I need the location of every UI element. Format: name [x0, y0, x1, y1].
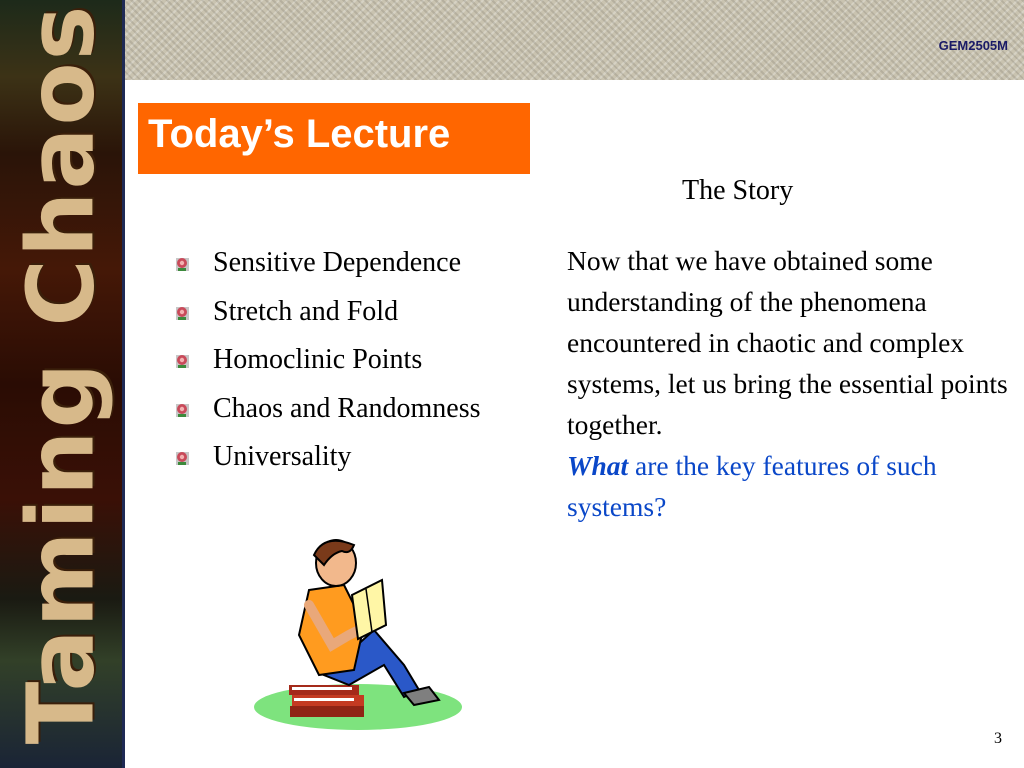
list-item-label: Homoclinic Points — [213, 344, 423, 375]
banner-divider — [122, 0, 125, 768]
course-code: GEM2505M — [938, 38, 1008, 53]
story-question — [567, 450, 937, 522]
question-emphasis: What — [567, 450, 629, 481]
slide-title: Today’s Lecture — [148, 112, 451, 156]
list-item-label: Chaos and Randomness — [213, 392, 481, 424]
list-item — [175, 389, 481, 438]
list-item-label: Sensitive Dependence — [213, 247, 462, 278]
list-item — [175, 292, 481, 341]
list-item — [175, 340, 481, 389]
header-band — [125, 0, 1024, 80]
banner-title: Taming Chaos — [7, 3, 115, 745]
flower-bullet-icon — [175, 353, 191, 369]
taming-chaos-banner — [0, 0, 122, 768]
list-item-label: Universality — [213, 441, 352, 472]
flower-bullet-icon — [175, 305, 191, 321]
list-item — [175, 437, 481, 486]
slide-title-box — [138, 103, 530, 174]
question-rest: are the key features of such systems? — [567, 450, 937, 522]
reading-student-illustration — [254, 535, 469, 735]
story-paragraph: Now that we have obtained some understanding of the phenomena encountered in chaotic and complex systems, let us bring the essential points together. — [567, 245, 1008, 440]
topic-list — [175, 243, 481, 486]
list-item-label: Stretch and Fold — [213, 295, 399, 327]
flower-bullet-icon — [175, 256, 191, 272]
list-item — [175, 243, 481, 292]
story-text-block — [567, 240, 1012, 527]
story-heading: The Story — [682, 175, 794, 206]
page-number: 3 — [994, 730, 1002, 747]
flower-bullet-icon — [175, 450, 191, 466]
flower-bullet-icon — [175, 402, 191, 418]
